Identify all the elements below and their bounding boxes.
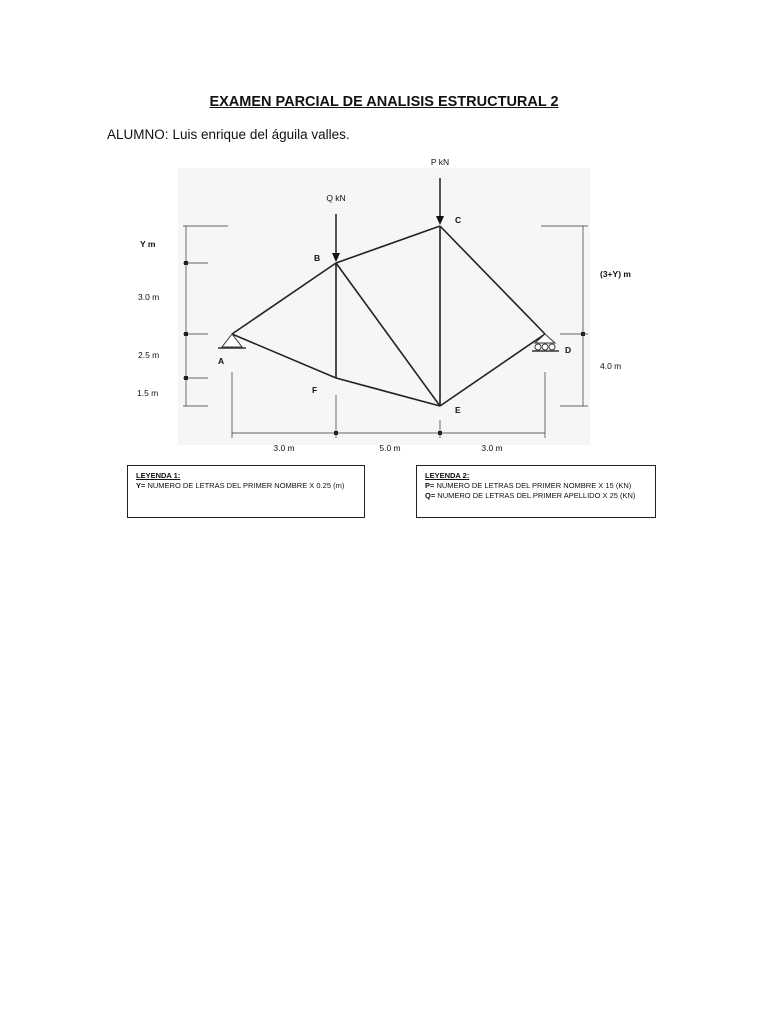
node-label-f: F — [312, 385, 318, 395]
legend-1-line-y — [136, 481, 356, 491]
legend-2-q-key: Q= — [425, 491, 436, 500]
tick — [184, 332, 188, 336]
dim-label-bottom-2: 5.0 m — [379, 443, 401, 453]
tick — [581, 332, 585, 336]
tick — [334, 431, 338, 435]
load-q-label: Q kN — [326, 193, 346, 203]
legend-2-heading: LEYENDA 2: — [425, 471, 470, 480]
node-label-d: D — [565, 345, 572, 355]
legend-2-box — [416, 465, 656, 518]
dim-label-left-1: 3.0 m — [138, 292, 160, 302]
load-p-label: P kN — [430, 157, 450, 167]
legend-1-heading: LEYENDA 1: — [136, 471, 181, 480]
legend-2-line-p — [425, 481, 647, 491]
legend-2-p-key: P= — [425, 481, 435, 490]
legend-2-p-text: NUMERO DE LETRAS DEL PRIMER NOMBRE X 15 (KN) — [434, 481, 632, 490]
dim-label-bottom-3: 3.0 m — [481, 443, 503, 453]
node-label-b: B — [314, 253, 321, 263]
dim-label-right-bottom: 4.0 m — [600, 361, 622, 371]
node-label-a: A — [218, 356, 225, 366]
tick — [438, 431, 442, 435]
dim-label-right-top: (3+Y) m — [600, 269, 631, 279]
dim-label-bottom-1: 3.0 m — [273, 443, 295, 453]
student-label: ALUMNO: — [107, 127, 169, 142]
page-title: EXAMEN PARCIAL DE ANALISIS ESTRUCTURAL 2 — [209, 94, 559, 110]
student-name: Luis enrique del águila valles. — [172, 127, 350, 142]
node-label-c: C — [455, 215, 462, 225]
tick — [184, 376, 188, 380]
node-label-e: E — [455, 405, 461, 415]
roller-wheel — [535, 344, 541, 350]
legend-1-box — [127, 465, 365, 518]
dim-label-left-3: 1.5 m — [137, 388, 159, 398]
tick — [184, 261, 188, 265]
dim-label-y: Y m — [140, 239, 156, 249]
legend-2-line-q — [425, 491, 647, 501]
dim-label-left-2: 2.5 m — [138, 350, 160, 360]
legend-1-y-key: Y= — [136, 481, 146, 490]
roller-wheel — [542, 344, 548, 350]
figure-background — [178, 168, 590, 445]
legend-2-q-text: NUMERO DE LETRAS DEL PRIMER APELLIDO X 25 (KN) — [435, 491, 636, 500]
roller-wheel — [549, 344, 555, 350]
legend-1-y-text: NUMERO DE LETRAS DEL PRIMER NOMBRE X 0.25 (m) — [145, 481, 345, 490]
